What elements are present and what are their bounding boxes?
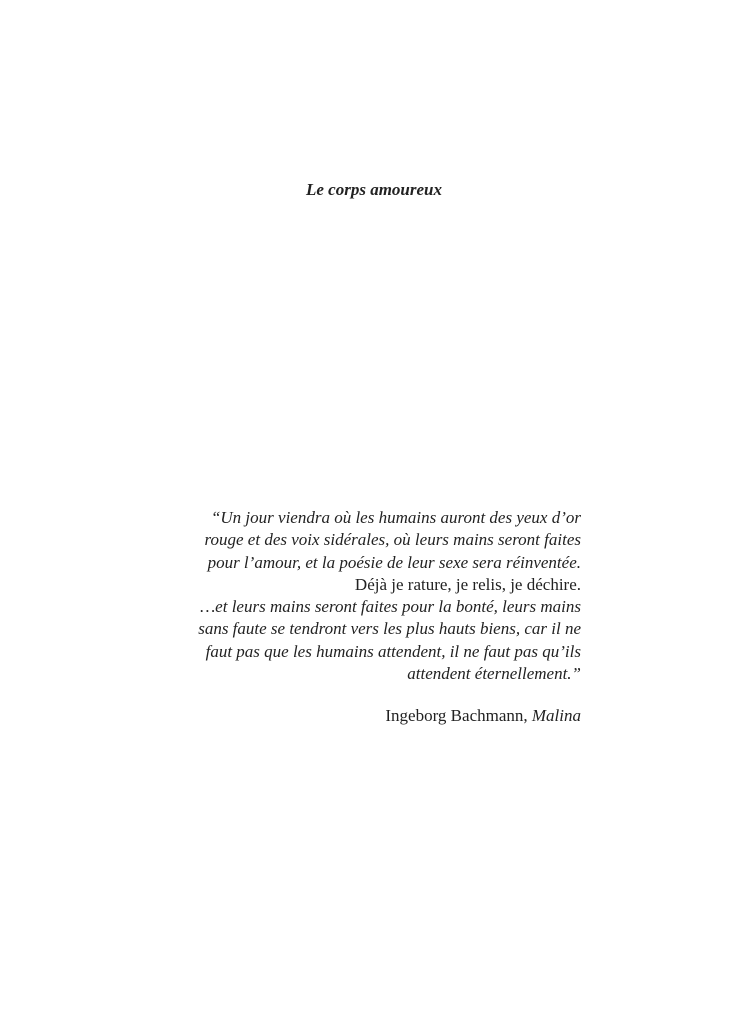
quote-attribution	[151, 705, 581, 727]
quote-line: sans faute se tendront vers les plus hauts biens, car il ne	[198, 619, 581, 639]
quote-line: pour l’amour, et la poésie de leur sexe sera réinventée.	[207, 552, 581, 572]
attribution-work: Malina	[531, 706, 581, 726]
epigraph-quote	[151, 507, 581, 728]
quote-line: …et leurs mains seront faites pour la bonté, leurs mains	[200, 597, 581, 617]
attribution-author: Ingeborg Bachmann,	[385, 706, 532, 726]
quote-line: rouge et des voix sidérales, où leurs mains seront faites	[204, 530, 581, 550]
quote-interjection: Déjà je rature, je relis, je déchire.	[354, 574, 581, 594]
page-title: Le corps amoureux	[306, 180, 442, 199]
quote-line: “Un jour viendra où les humains auront des yeux d’or	[210, 508, 581, 527]
quote-line: attendent éternellement.”	[407, 664, 581, 684]
quote-line: faut pas que les humains attendent, il ne faut pas qu’ils	[205, 641, 581, 661]
